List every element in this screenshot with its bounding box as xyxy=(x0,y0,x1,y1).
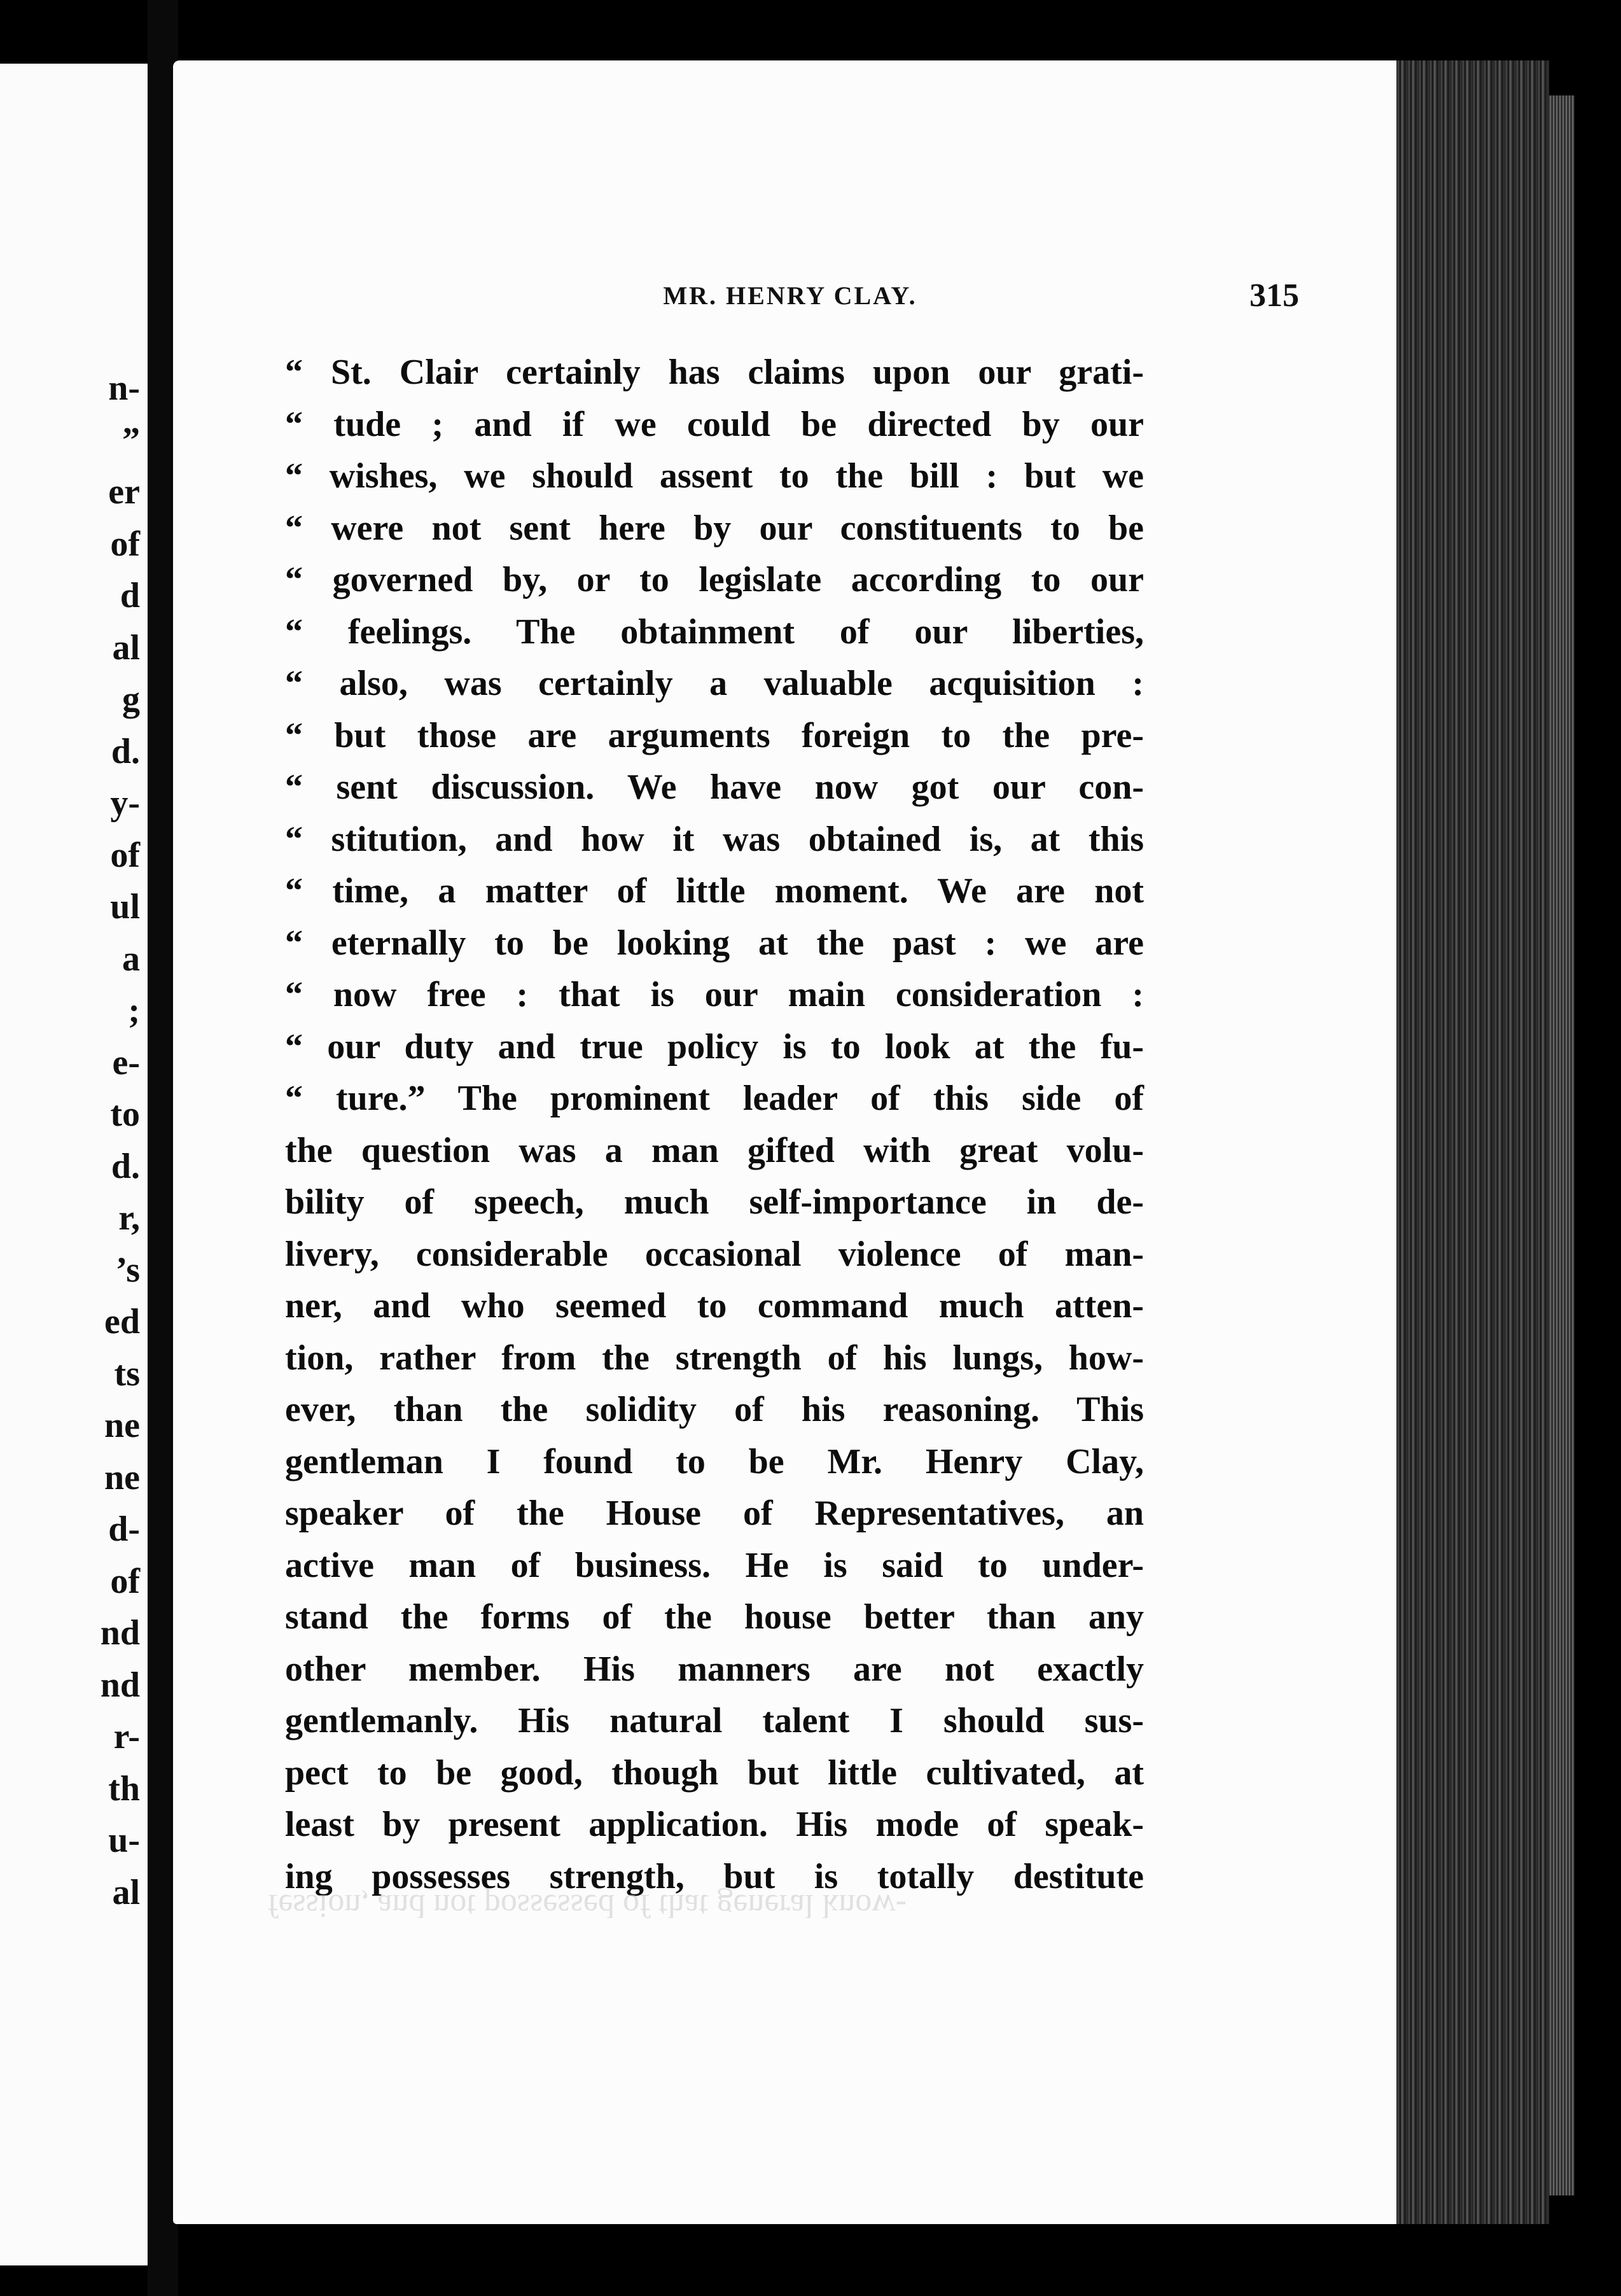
text-line: “ but those are arguments foreign to the pre- xyxy=(285,715,1144,755)
text-line: “ wishes, we should assent to the bill : but we xyxy=(285,456,1144,496)
text-line: “ now free : that is our main consideration : xyxy=(285,975,1144,1014)
left-page-fragment: al xyxy=(112,627,140,668)
page-edges xyxy=(1396,60,1549,2224)
left-page-fragment: th xyxy=(108,1768,140,1809)
left-page-fragment: u- xyxy=(108,1821,140,1860)
left-page-fragment: ; xyxy=(128,991,140,1030)
text-line: the question was a man gifted with great volu- xyxy=(285,1130,1144,1170)
left-page-fragment: e- xyxy=(112,1042,140,1082)
left-page-fragment: y- xyxy=(110,783,140,823)
page-number: 315 xyxy=(1249,277,1299,314)
text-line: “ also, was certainly a valuable acquisition : xyxy=(285,664,1144,703)
text-line: “ time, a matter of little moment. We are not xyxy=(285,871,1144,911)
text-line: “ St. Clair certainly has claims upon our grati- xyxy=(285,353,1144,392)
left-page-fragment: d. xyxy=(111,1146,140,1186)
text-line: “ governed by, or to legislate according to our xyxy=(285,560,1144,599)
left-page-fragment: al xyxy=(112,1872,140,1912)
text-line: ing possesses strength, but is totally destitute xyxy=(285,1856,1144,1896)
text-line: active man of business. He is said to under- xyxy=(285,1545,1144,1585)
text-line: “ tude ; and if we could be directed by our xyxy=(285,404,1144,444)
left-page-fragment: nd xyxy=(100,1665,140,1705)
text-line: stand the forms of the house better than any xyxy=(285,1597,1144,1637)
text-line: tion, rather from the strength of his lungs, how- xyxy=(285,1338,1144,1378)
body-text xyxy=(285,347,1144,1903)
left-page-fragment: ed xyxy=(104,1302,140,1341)
left-page-fragment: nd xyxy=(100,1613,140,1653)
left-page-fragment: ts xyxy=(114,1354,140,1394)
left-page-fragment: of xyxy=(110,524,140,564)
left-page-fragment: ” xyxy=(122,420,140,460)
left-page xyxy=(0,64,148,2265)
running-head: MR. HENRY CLAY. xyxy=(663,281,917,310)
text-line: “ sent discussion. We have now got our con- xyxy=(285,767,1144,807)
left-page-fragment: of xyxy=(110,1561,140,1601)
text-line: pect to be good, though but little cultivated, at xyxy=(285,1753,1144,1793)
left-page-fragment: ’s xyxy=(115,1250,140,1290)
left-page-text-fragments xyxy=(0,363,148,1919)
left-page-fragment: r- xyxy=(113,1717,140,1756)
text-line: bility of speech, much self-importance in de- xyxy=(285,1182,1144,1222)
text-line: livery, considerable occasional violence of man- xyxy=(285,1234,1144,1274)
text-line: “ ture.” The prominent leader of this side of xyxy=(285,1079,1144,1118)
text-line: least by present application. His mode of speak- xyxy=(285,1805,1144,1844)
left-page-fragment: to xyxy=(110,1095,140,1134)
text-line: “ were not sent here by our constituents to be xyxy=(285,508,1144,548)
text-line: “ our duty and true policy is to look at the fu- xyxy=(285,1026,1144,1067)
left-page-fragment: g xyxy=(122,680,140,719)
left-page-fragment: d- xyxy=(108,1509,140,1549)
text-line: other member. His manners are not exactly xyxy=(285,1649,1144,1689)
left-page-fragment: a xyxy=(122,939,140,979)
left-page-fragment: ne xyxy=(104,1406,140,1445)
text-line: gentlemanly. His natural talent I should sus- xyxy=(285,1701,1144,1740)
text-line: “ feelings. The obtainment of our liberties, xyxy=(285,612,1144,652)
left-page-fragment: r, xyxy=(118,1198,140,1238)
left-page-fragment: ul xyxy=(110,887,140,927)
show-through-text: fession, and not possessed of that general know- xyxy=(267,1887,907,1924)
left-page-fragment: n- xyxy=(108,368,140,408)
text-line: speaker of the House of Representatives, an xyxy=(285,1494,1144,1533)
text-line: gentleman I found to be Mr. Henry Clay, xyxy=(285,1441,1144,1481)
text-line: ever, than the solidity of his reasoning. This xyxy=(285,1390,1144,1429)
left-page-fragment: ne xyxy=(104,1457,140,1497)
page-header xyxy=(173,270,1400,321)
text-line: ner, and who seemed to command much atten- xyxy=(285,1286,1144,1326)
left-page-fragment: d. xyxy=(111,731,140,771)
left-page-fragment: d xyxy=(120,576,140,615)
left-page-fragment: er xyxy=(108,472,140,512)
page-edges-outer xyxy=(1549,95,1575,2195)
text-line: “ eternally to be looking at the past : we are xyxy=(285,923,1144,963)
text-line: “ stitution, and how it was obtained is, at this xyxy=(285,819,1144,859)
left-page-fragment: of xyxy=(110,835,140,875)
